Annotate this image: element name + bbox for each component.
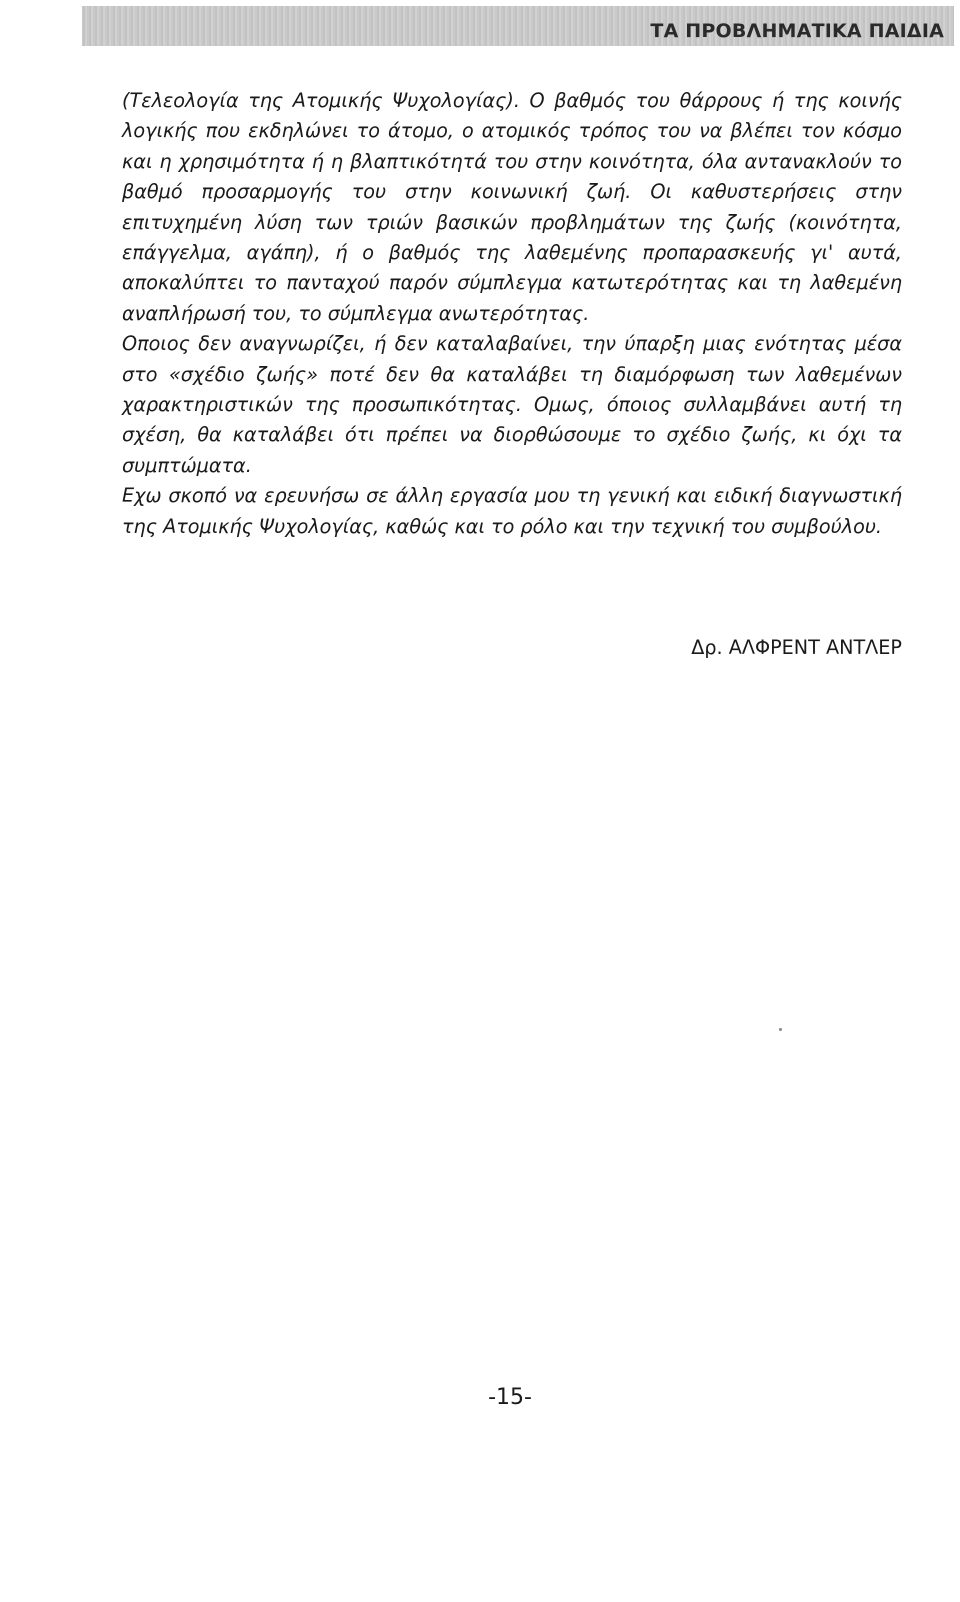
header-bar xyxy=(82,6,954,46)
running-header-title: ΤΑ ΠΡΟΒΛΗΜΑΤΙΚΑ ΠΑΙΔΙΑ xyxy=(650,20,944,42)
body-text xyxy=(122,86,902,542)
print-speck xyxy=(779,1028,782,1031)
paragraph-1: (Τελεολογία της Ατομικής Ψυχολογίας). Ο βαθμός του θάρρους ή της κοινής λογικής που εκδηλώνει το άτομο, ο ατομικός τρόπος του να βλέπει τον κόσμο και η χρησιμότητα ή η βλαπτικότητά του στην κοινότητα, όλα αντανακλούν το βαθμό προσαρμογής του στην κοινωνική ζωή. Οι καθυστερήσεις στην επιτυχημένη λύση των τριών βασικών προβλημάτων της ζωής (κοινότητα, επάγγελμα, αγάπη), ή ο βαθμός της λαθεμένης προπαρασκευής γι' αυτά, αποκαλύπτει το πανταχού παρόν σύμπλεγμα κατωτερότητας και τη λαθεμένη αναπλήρωσή του, το σύμπλεγμα ανωτερότητας. xyxy=(122,89,902,325)
page-number: -15- xyxy=(488,1385,532,1410)
paragraph-3: Εχω σκοπό να ερευνήσω σε άλλη εργασία μου τη γενική και ειδική διαγνωστική της Ατομικής Ψυχολογίας, καθώς και το ρόλο και την τεχνική του συμβούλου. xyxy=(122,484,902,538)
paragraph-2: Οποιος δεν αναγνωρίζει, ή δεν καταλαβαίνει, την ύπαρξη μιας ενότητας μέσα στο «σχέδιο ζωής» ποτέ δεν θα καταλάβει τη διαμόρφωση των λαθεμένων χαρακτηριστικών της προσωπικότητας. Ομως, όποιος συλλαμβάνει αυτή τη σχέση, θα καταλάβει ότι πρέπει να διορθώσουμε το σχέδιο ζωής, κι όχι τα συμπτώματα. xyxy=(122,332,902,477)
author-signature: Δρ. ΑΛΦΡΕΝΤ ΑΝΤΛΕΡ xyxy=(691,636,902,659)
